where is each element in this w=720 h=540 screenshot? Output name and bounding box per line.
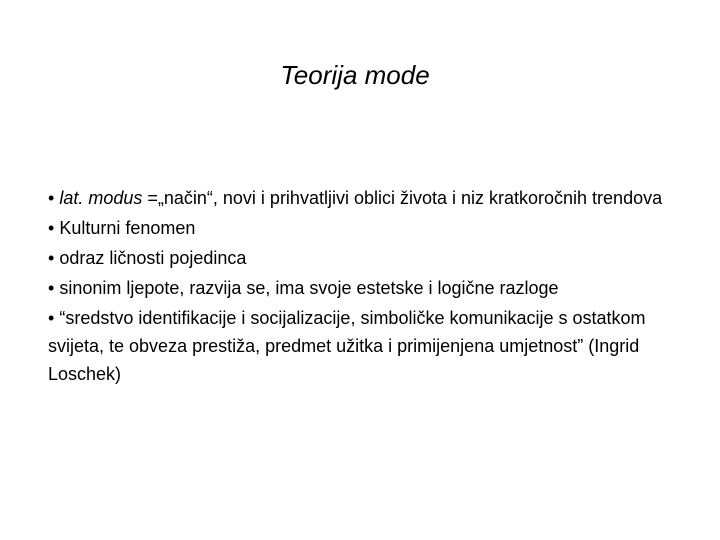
- bullet-item: [48, 184, 678, 212]
- bullet-text: odraz ličnosti pojedinca: [59, 248, 247, 268]
- bullet-item: [48, 304, 678, 388]
- bullet-text: =„način“, novi i prihvatljivi oblici života i niz kratkoročnih trendova: [142, 188, 663, 208]
- bullet-item: [48, 244, 678, 272]
- bullet-item: [48, 214, 678, 242]
- bullet-italic-term: lat. modus: [59, 188, 143, 208]
- bullet-list: [48, 184, 678, 390]
- bullet-item: [48, 274, 678, 302]
- bullet-icon: •: [48, 308, 55, 328]
- bullet-icon: •: [48, 248, 55, 268]
- bullet-icon: •: [48, 278, 55, 298]
- bullet-icon: •: [48, 188, 55, 208]
- slide-title: Teorija mode: [280, 60, 430, 90]
- bullet-text: “sredstvo identifikacije i socijalizacije, simboličke komunikacije s ostatkom svijeta, te obveza prestiža, predmet užitka i primijenjena umjetnost” (Ingrid Loschek): [48, 308, 646, 384]
- bullet-text: Kulturni fenomen: [59, 218, 196, 238]
- bullet-icon: •: [48, 218, 55, 238]
- bullet-text: sinonim ljepote, razvija se, ima svoje estetske i logične razloge: [59, 278, 559, 298]
